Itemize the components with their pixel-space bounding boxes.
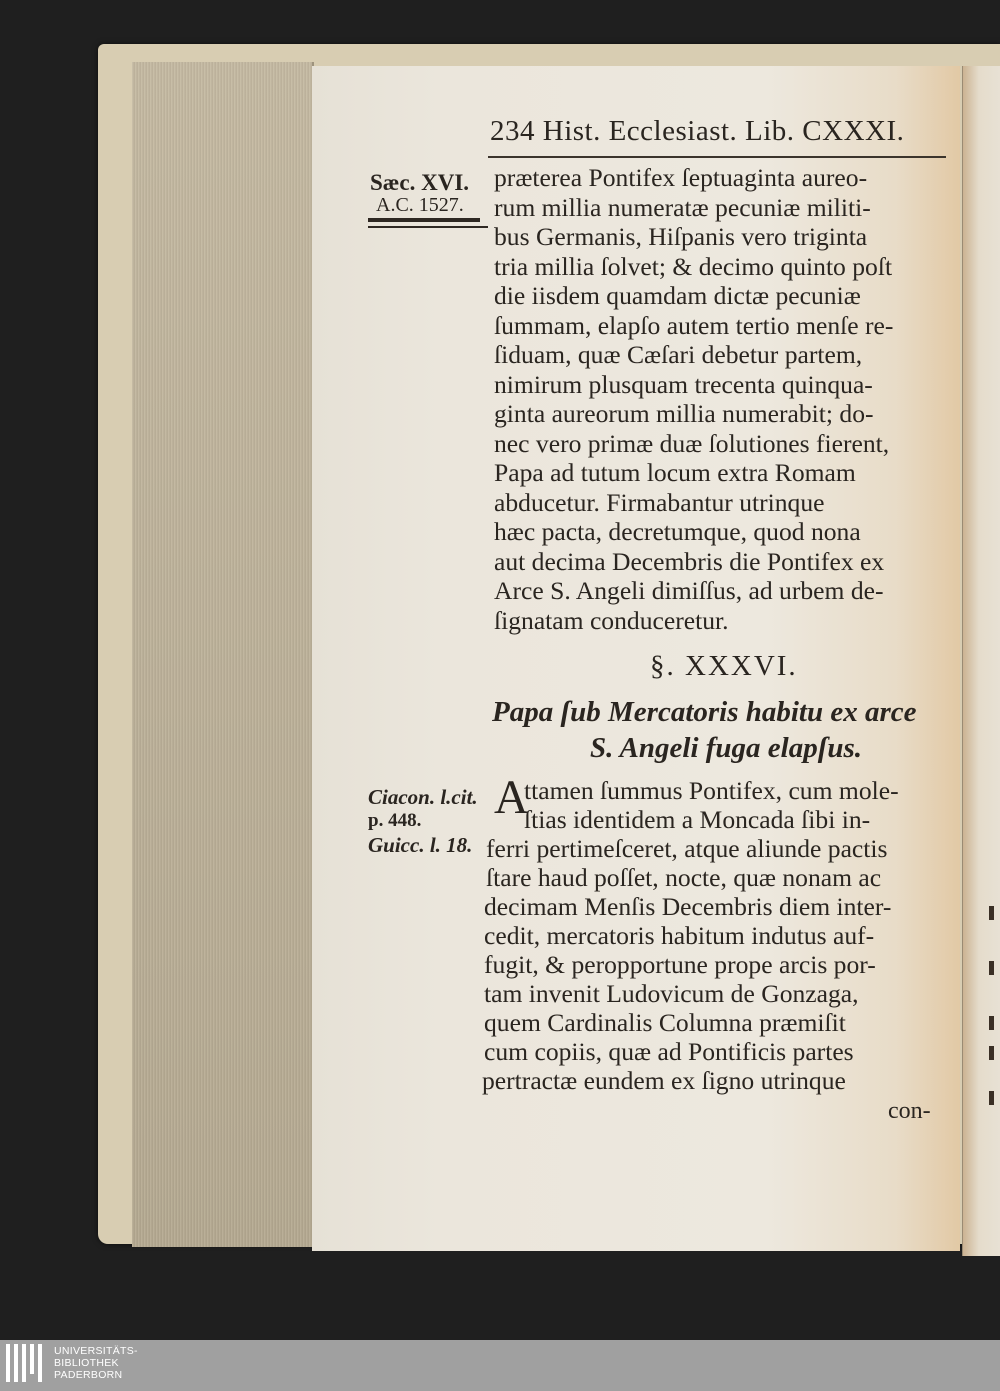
header-rule (488, 156, 946, 158)
text-line: ferri pertimeſceret, atque aliunde pactis (486, 834, 888, 863)
running-head: 234 Hist. Ecclesiast. Lib. CXXXI. (490, 115, 905, 147)
facing-page-edge (962, 66, 1000, 1256)
text-line: aut decima Decembris die Pontifex ex (494, 547, 885, 576)
text-line: hæc pacta, decretumque, quod nona (494, 517, 861, 546)
library-name-line-3: PADERBORN (54, 1369, 123, 1381)
text-line: ſiduam, quæ Cæſari debetur partem, (494, 340, 863, 369)
text-line: cedit, mercatoris habitum indutus auf- (484, 921, 875, 950)
library-footer (0, 1340, 1000, 1391)
text-line: ſignatam conduceretur. (494, 606, 729, 635)
margin-saeculum: Sæc. XVI. (370, 170, 470, 195)
section-number: §. XXXVI. (650, 650, 798, 682)
text-line: tam invenit Ludovicum de Gonzaga, (484, 979, 859, 1008)
text-line: ſtare haud poſſet, nocte, quæ nonam ac (486, 863, 882, 892)
text-line: bus Germanis, Hiſpanis vero triginta (494, 222, 868, 251)
library-name-line-2: BIBLIOTHEK (54, 1357, 119, 1369)
text-line: Arce S. Angeli dimiſſus, ad urbem de- (494, 576, 884, 605)
page-edges (132, 62, 314, 1247)
drop-cap: A (494, 771, 529, 824)
text-line: ſtias identidem a Moncada ſibi in- (524, 805, 871, 834)
margin-rule-2 (368, 226, 488, 228)
text-line: ſummam, elapſo autem tertio menſe re- (494, 311, 894, 340)
margin-ref-page: p. 448. (368, 810, 422, 831)
library-logo-icon (6, 1344, 46, 1386)
text-line: Papa ad tutum locum extra Romam (494, 458, 856, 487)
text-line: nimirum plusquam trecenta quinqua- (494, 370, 873, 399)
text-line: pertractæ eundem ex ſigno utrinque (482, 1066, 846, 1095)
catchword: con- (888, 1098, 931, 1124)
text-line: die iisdem quamdam dictæ pecuniæ (494, 281, 861, 310)
section-title-line-1: Papa ſub Mercatoris habitu ex arce (492, 696, 917, 728)
text-line: rum millia numeratæ pecuniæ militi- (494, 193, 871, 222)
text-line: abducetur. Firmabantur utrinque (494, 488, 825, 517)
text-line: nec vero primæ duæ ſolutiones fierent, (494, 429, 890, 458)
margin-rule-1 (368, 218, 480, 222)
text-line: cum copiis, quæ ad Pontificis partes (484, 1037, 854, 1066)
text-line: quem Cardinalis Columna præmiſit (484, 1008, 846, 1037)
text-line: tria millia ſolvet; & decimo quinto poſt (494, 252, 893, 281)
text-line: fugit, & peropportune prope arcis por- (484, 950, 876, 979)
margin-ref-guicc: Guicc. l. 18. (368, 833, 473, 857)
library-name-line-1: UNIVERSITÄTS- (54, 1345, 138, 1357)
text-line: ttamen ſummus Pontifex, cum mole- (524, 776, 899, 805)
margin-anno: A.C. 1527. (376, 194, 464, 216)
margin-ref-ciacon: Ciacon. l.cit. (368, 785, 478, 809)
section-title-line-2: S. Angeli fuga elapſus. (590, 732, 863, 764)
text-line: præterea Pontifex ſeptuaginta aureo- (494, 163, 868, 192)
text-line: decimam Menſis Decembris diem inter- (484, 892, 892, 921)
library-name (54, 1345, 138, 1381)
text-line: ginta aureorum millia numerabit; do- (494, 399, 874, 428)
